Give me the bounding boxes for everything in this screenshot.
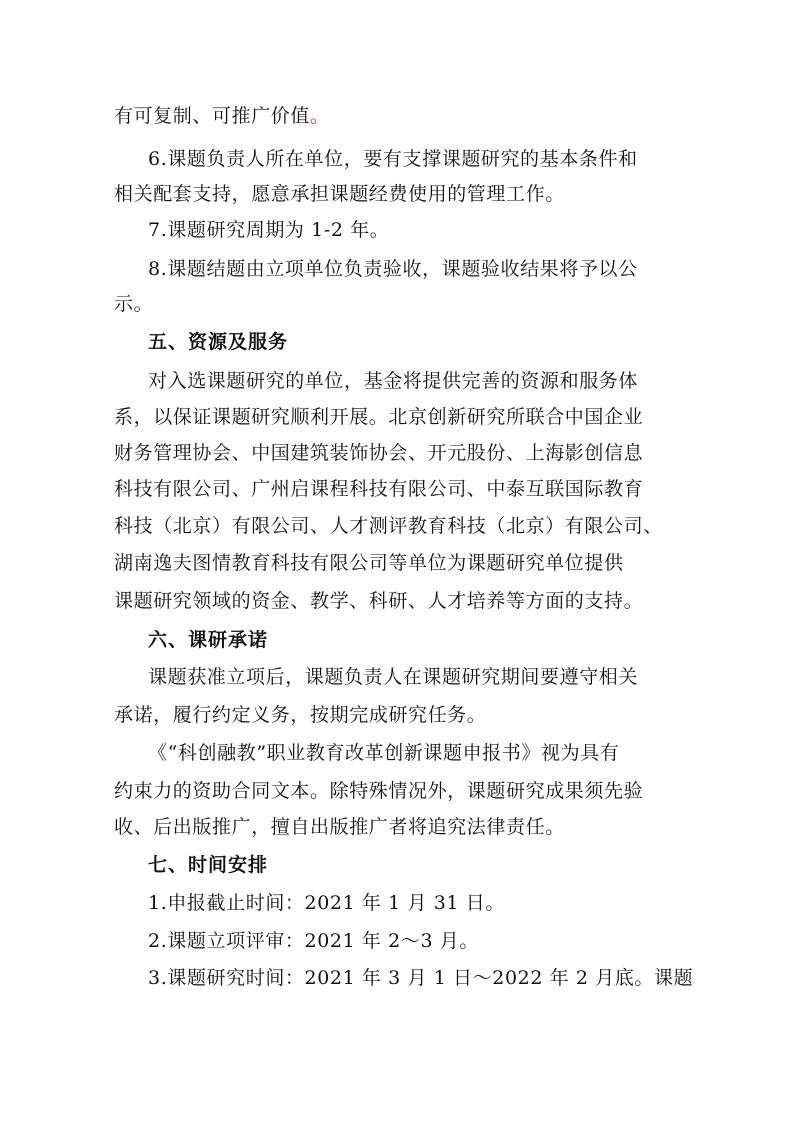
section-heading: 七、时间安排 [148,854,269,876]
paragraph-line: 示。 [114,293,154,315]
paragraph-line: 《“科创融教”职业教育改革创新课题申报书》视为具有 [148,742,620,764]
paragraph-line: 7.课题研究周期为 1-2 年。 [148,219,390,241]
paragraph-line: 对入选课题研究的单位，基金将提供完善的资源和服务体 [148,370,639,392]
paragraph-line: 约束力的资助合同文本。除特殊情况外，课题研究成果须先验 [114,780,644,802]
paragraph-line: 1.申报截止时间：2021 年 1 月 31 日。 [148,892,505,914]
paragraph-line: 承诺，履行约定义务，按期完成研究任务。 [114,704,487,726]
section-heading: 五、资源及服务 [148,331,289,353]
paragraph-line: 2.课题立项评审：2021 年 2～3 月。 [148,930,479,952]
paragraph-line: 系，以保证课题研究顺利开展。北京创新研究所联合中国企业 [114,406,644,428]
paragraph-line: 课题研究领域的资金、教学、科研、人才培养等方面的支持。 [114,590,644,612]
text-span: 有可复制、可推广价值 [114,105,311,127]
paragraph-line: 3.课题研究时间：2021 年 3 月 1 日～2022 年 2 月底。课题 [148,967,694,989]
paragraph-line: 科技有限公司、广州启课程科技有限公司、中泰互联国际教育 [114,478,644,500]
paragraph-line: 课题获准立项后，课题负责人在课题研究期间要遵守相关 [148,666,639,688]
paragraph-line [114,104,684,128]
section-heading: 六、课研承诺 [148,629,269,651]
paragraph-line: 科技（北京）有限公司、人才测评教育科技（北京）有限公司、 [114,515,663,537]
paragraph-line: 财务管理协会、中国建筑装饰协会、开元股份、上海影创信息 [114,442,644,464]
paragraph-line: 相关配套支持，愿意承担课题经费使用的管理工作。 [114,183,565,205]
red-period: 。 [310,105,330,127]
paragraph-line: 6.课题负责人所在单位，要有支撑课题研究的基本条件和 [148,148,638,170]
paragraph-line: 湖南逸夫图情教育科技有限公司等单位为课题研究单位提供 [114,552,624,574]
paragraph-line: 8.课题结题由立项单位负责验收，课题验收结果将予以公 [148,258,638,280]
paragraph-line: 收、后出版推广，擅自出版推广者将追究法律责任。 [114,816,565,838]
